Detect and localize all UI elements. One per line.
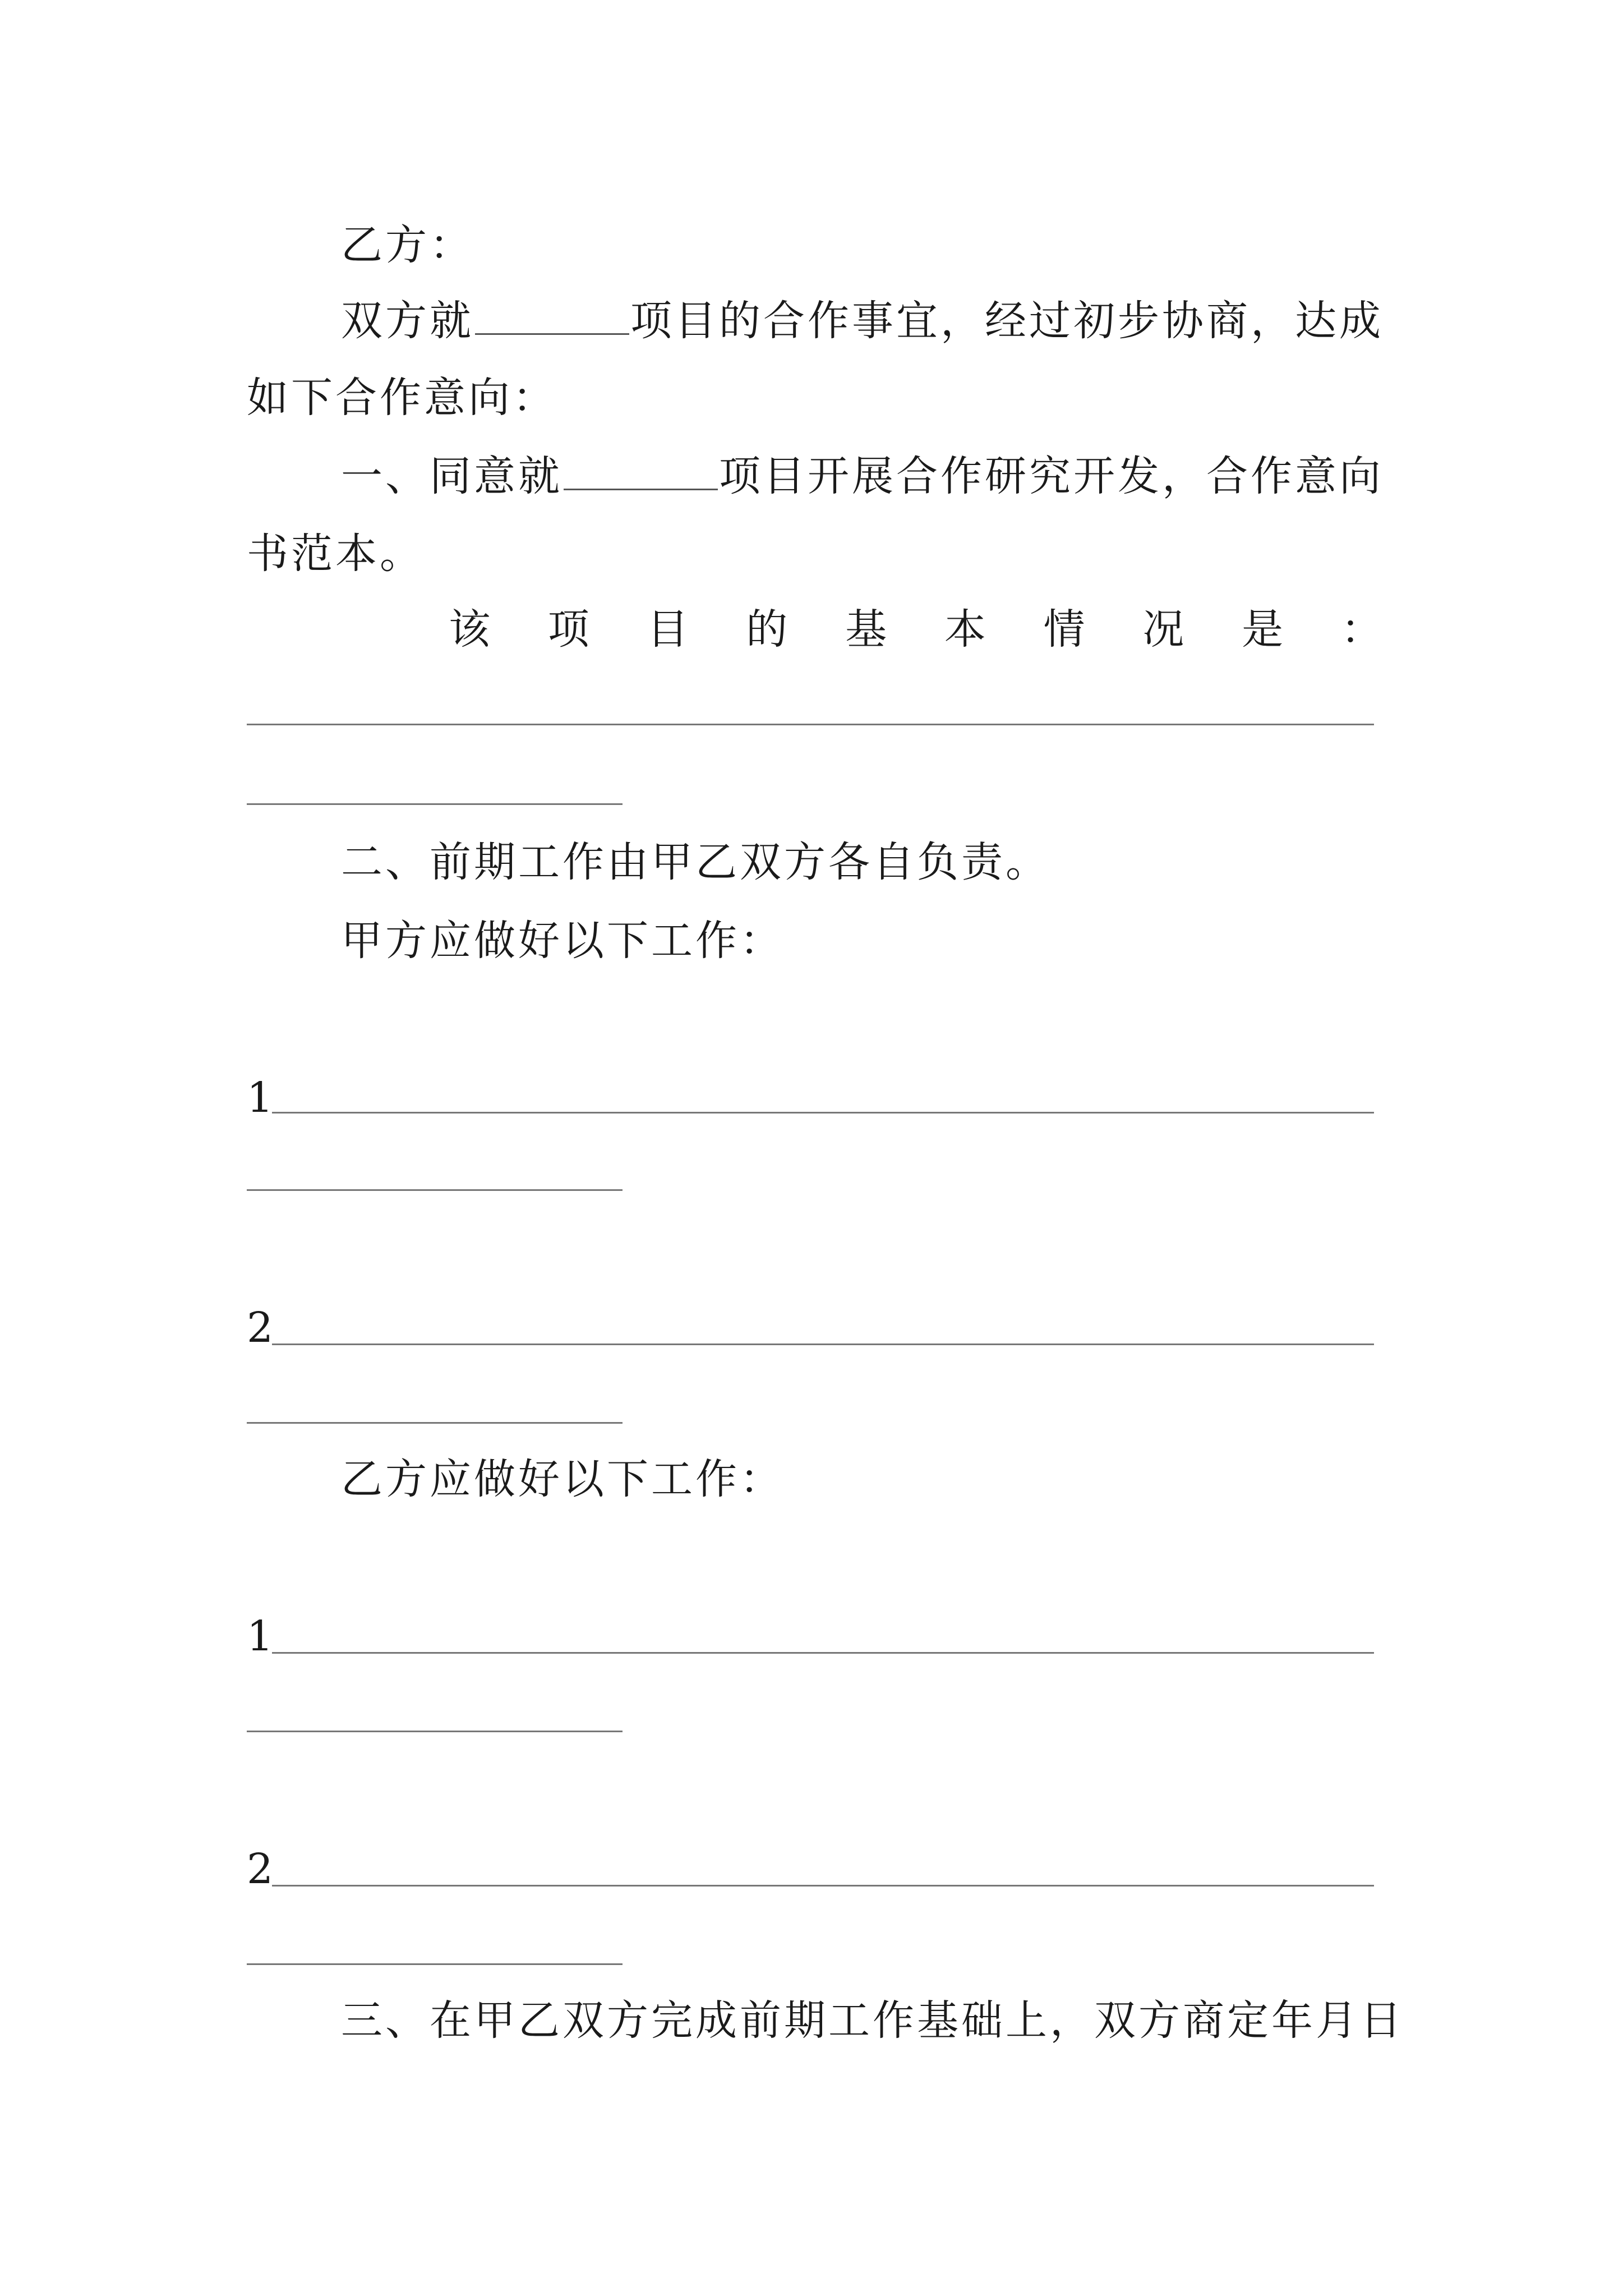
basic-info-label: [449, 605, 1382, 654]
party-a-tasks-label: 甲方应做好以下工作：: [341, 917, 784, 965]
project-blank-clause-one[interactable]: [564, 456, 718, 490]
party-a-item-2-blank-cont[interactable]: [247, 1422, 623, 1424]
paragraph-intro-cont: 如下合作意向：: [247, 374, 557, 422]
basic-info-char: 项: [547, 605, 589, 654]
paragraph-intro: [341, 297, 1384, 345]
basic-info-char: 情: [1043, 605, 1085, 654]
party-b-item-number: 2: [247, 1845, 274, 1893]
party-a-item-1-blank-cont[interactable]: [247, 1189, 623, 1191]
project-name-blank[interactable]: [475, 301, 629, 335]
party-a-item-2-blank[interactable]: [272, 1343, 1374, 1345]
basic-info-char: 该: [449, 605, 490, 654]
clause-two: 二、前期工作由甲乙双方各自负责。: [341, 838, 1050, 886]
party-a-item-1-blank[interactable]: [272, 1112, 1374, 1114]
party-b-item-2-blank[interactable]: [272, 1885, 1374, 1887]
party-a-item-number: 1: [247, 1074, 274, 1122]
party-b-item-number: 1: [247, 1612, 274, 1660]
party-b-item-1-blank[interactable]: [272, 1652, 1374, 1654]
intro-after: 项目的合作事宜，经过初步协商，达成: [630, 297, 1384, 345]
basic-info-blank-line-1[interactable]: [247, 724, 1374, 725]
clause-one-after: 项目开展合作研究开发，合作意向: [719, 452, 1384, 500]
basic-info-char: 目: [647, 605, 689, 654]
basic-info-char: 的: [746, 605, 788, 654]
party-a-item-number: 2: [247, 1304, 274, 1352]
clause-three: 三、在甲乙双方完成前期工作基础上，双方商定年月日: [341, 1996, 1404, 2045]
basic-info-blank-line-2[interactable]: [247, 803, 623, 805]
clause-one-cont: 书范本。: [247, 530, 424, 578]
clause-one-before: 一、同意就: [341, 452, 562, 500]
party-b-tasks-label: 乙方应做好以下工作：: [341, 1455, 784, 1503]
intro-before: 双方就: [341, 297, 474, 345]
party-b-item-2-blank-cont[interactable]: [247, 1963, 623, 1965]
basic-info-char: 本: [944, 605, 986, 654]
basic-info-char: 是: [1242, 605, 1284, 654]
party-b-label: 乙方：: [341, 221, 474, 269]
basic-info-char: 况: [1142, 605, 1184, 654]
clause-one: [341, 452, 1384, 500]
party-b-item-1-blank-cont[interactable]: [247, 1731, 623, 1732]
basic-info-char: ：: [1340, 605, 1382, 654]
basic-info-char: 基: [845, 605, 887, 654]
